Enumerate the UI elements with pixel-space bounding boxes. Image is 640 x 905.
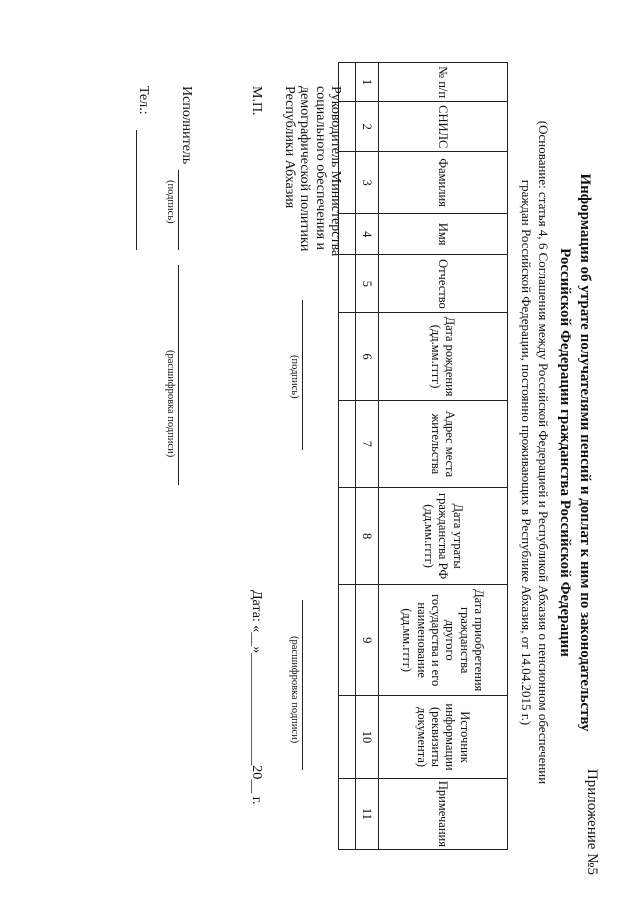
header-cell: Дата утраты гражданства РФ (дд.мм.гггг) — [379, 488, 508, 585]
executor-signature-caption: (подпись) — [165, 180, 176, 224]
executor-decode-caption: (расшифровка подписи) — [165, 350, 176, 458]
number-cell: 5 — [356, 255, 379, 313]
appendix-label: Приложение №5 — [584, 768, 600, 875]
phone-label: Тел.: — [136, 86, 151, 115]
number-cell: 9 — [356, 585, 379, 696]
header-cell: Имя — [379, 213, 508, 255]
header-cell: № п/п — [379, 63, 508, 102]
header-cell: Примечания — [379, 778, 508, 849]
number-cell: 4 — [356, 213, 379, 255]
table-header-row — [379, 63, 508, 850]
head-of-ministry-title: Руководитель Министерства социального обеспечения и демографической политики Республики Абхазия — [281, 86, 343, 257]
empty-cell — [339, 488, 356, 585]
executor-signature-line — [178, 170, 179, 250]
info-table — [338, 62, 508, 850]
executor-label: Исполнитель — [179, 86, 194, 165]
header-cell: Источник информации (реквизиты документа) — [379, 696, 508, 779]
header-cell: Отчество — [379, 255, 508, 313]
number-cell: 7 — [356, 400, 379, 487]
header-cell: Адрес места жительства — [379, 400, 508, 487]
head-signature-line — [302, 300, 303, 450]
empty-cell — [339, 585, 356, 696]
document-title-line-1: Информация об утрате получателями пенсий и доплат к ним по законодательству — [577, 173, 593, 732]
empty-cell — [339, 778, 356, 849]
head-decode-line — [302, 600, 303, 770]
number-cell: 10 — [356, 696, 379, 779]
header-cell: Дата приобретения гражданства другого государства и его наименование (дд.мм.гггг) — [379, 585, 508, 696]
header-cell: Дата рождения (дд.мм.гггг) — [379, 313, 508, 400]
head-signature-caption: (подпись) — [289, 355, 300, 399]
document-title-line-2: Российской Федерации гражданства Российской Федерации — [557, 248, 573, 657]
number-cell: 1 — [356, 63, 379, 102]
number-cell: 11 — [356, 778, 379, 849]
table-number-row — [356, 63, 379, 850]
empty-cell — [339, 313, 356, 400]
head-decode-caption: (расшифровка подписи) — [289, 636, 300, 744]
phone-line — [136, 130, 137, 250]
header-cell: СНИЛС — [379, 102, 508, 152]
header-cell: Фамилия — [379, 152, 508, 214]
basis-note-line-2: граждан Российской Федерации, постоянно проживающих в Республике Абхазия, от 14.04.2015 г.) — [519, 179, 534, 726]
number-cell: 8 — [356, 488, 379, 585]
number-cell: 6 — [356, 313, 379, 400]
number-cell: 3 — [356, 152, 379, 214]
executor-decode-line — [178, 265, 179, 485]
date-field: Дата: «__»________________20__ г. — [249, 590, 264, 805]
empty-cell — [339, 400, 356, 487]
basis-note-line-1: (Основание: статья 4, 6 Соглашения между Российской Федерацией и Республикой Абхазия о пенсионном обеспечении — [536, 120, 551, 785]
stamp-placeholder: М.П. — [249, 86, 264, 116]
number-cell: 2 — [356, 102, 379, 152]
empty-cell — [339, 696, 356, 779]
